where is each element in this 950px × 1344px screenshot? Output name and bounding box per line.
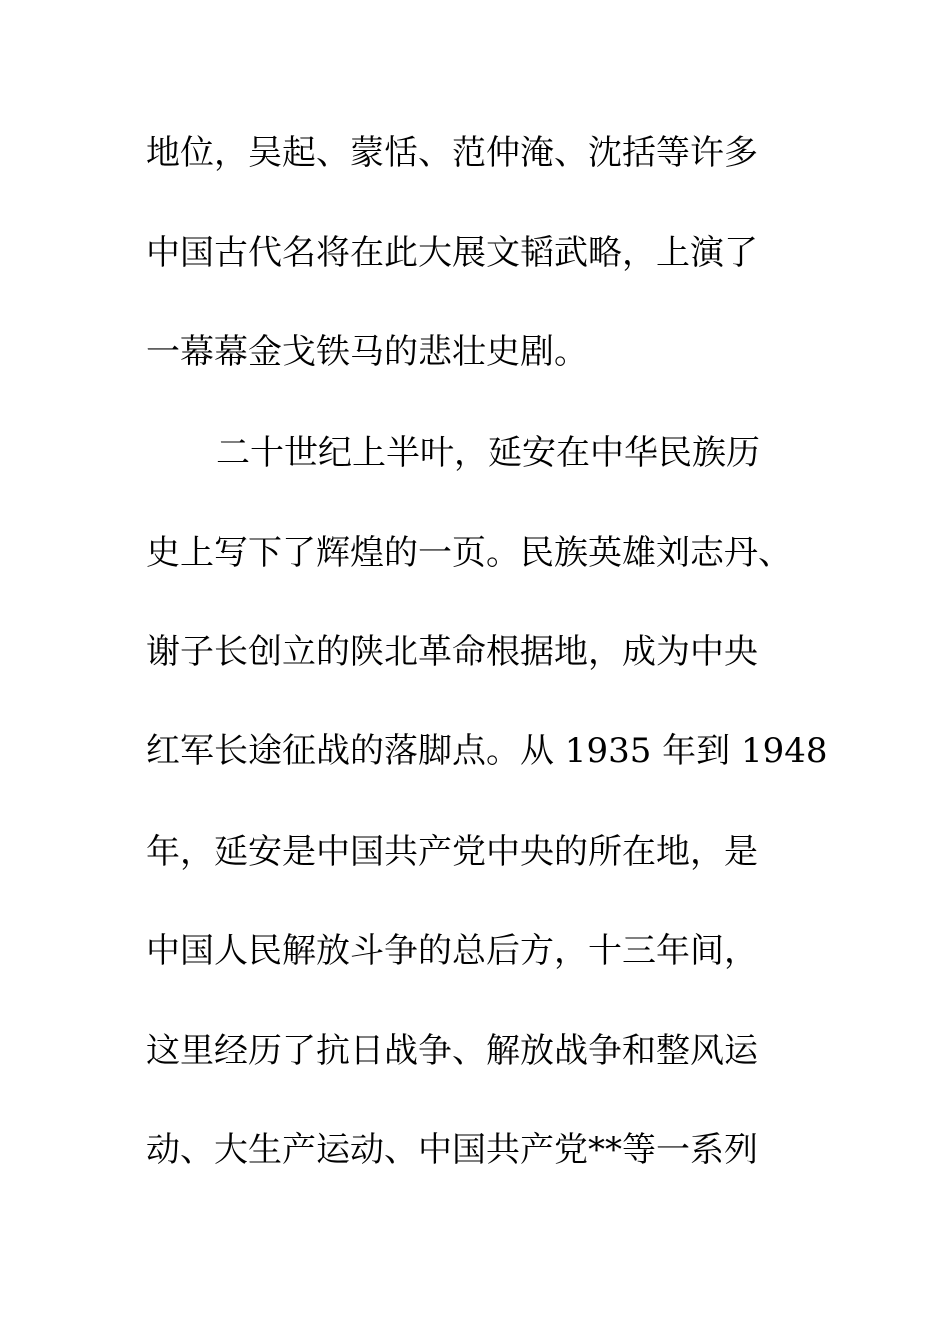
text-line: 中国古代名将在此大展文韬武略，上演了 [146, 233, 758, 273]
text-line: 这里经历了抗日战争、解放战争和整风运 [146, 1031, 758, 1071]
text-line: 谢子长创立的陕北革命根据地，成为中央 [146, 632, 758, 672]
text-line: 年，延安是中国共产党中央的所在地，是 [146, 832, 758, 872]
text-line: 史上写下了辉煌的一页。民族英雄刘志丹、 [146, 533, 792, 573]
text-line: 中国人民解放斗争的总后方，十三年间， [146, 931, 758, 971]
text-line: 地位，吴起、蒙恬、范仲淹、沈括等许多 [146, 133, 758, 173]
text-line: 一幕幕金戈铁马的悲壮史剧。 [146, 332, 588, 372]
paragraph-first-line: 二十世纪上半叶，延安在中华民族历 [216, 433, 760, 473]
text-line: 红军长途征战的落脚点。从 1935 年到 1948 [146, 731, 828, 771]
text-line: 动、大生产运动、中国共产党**等一系列 [146, 1130, 758, 1170]
